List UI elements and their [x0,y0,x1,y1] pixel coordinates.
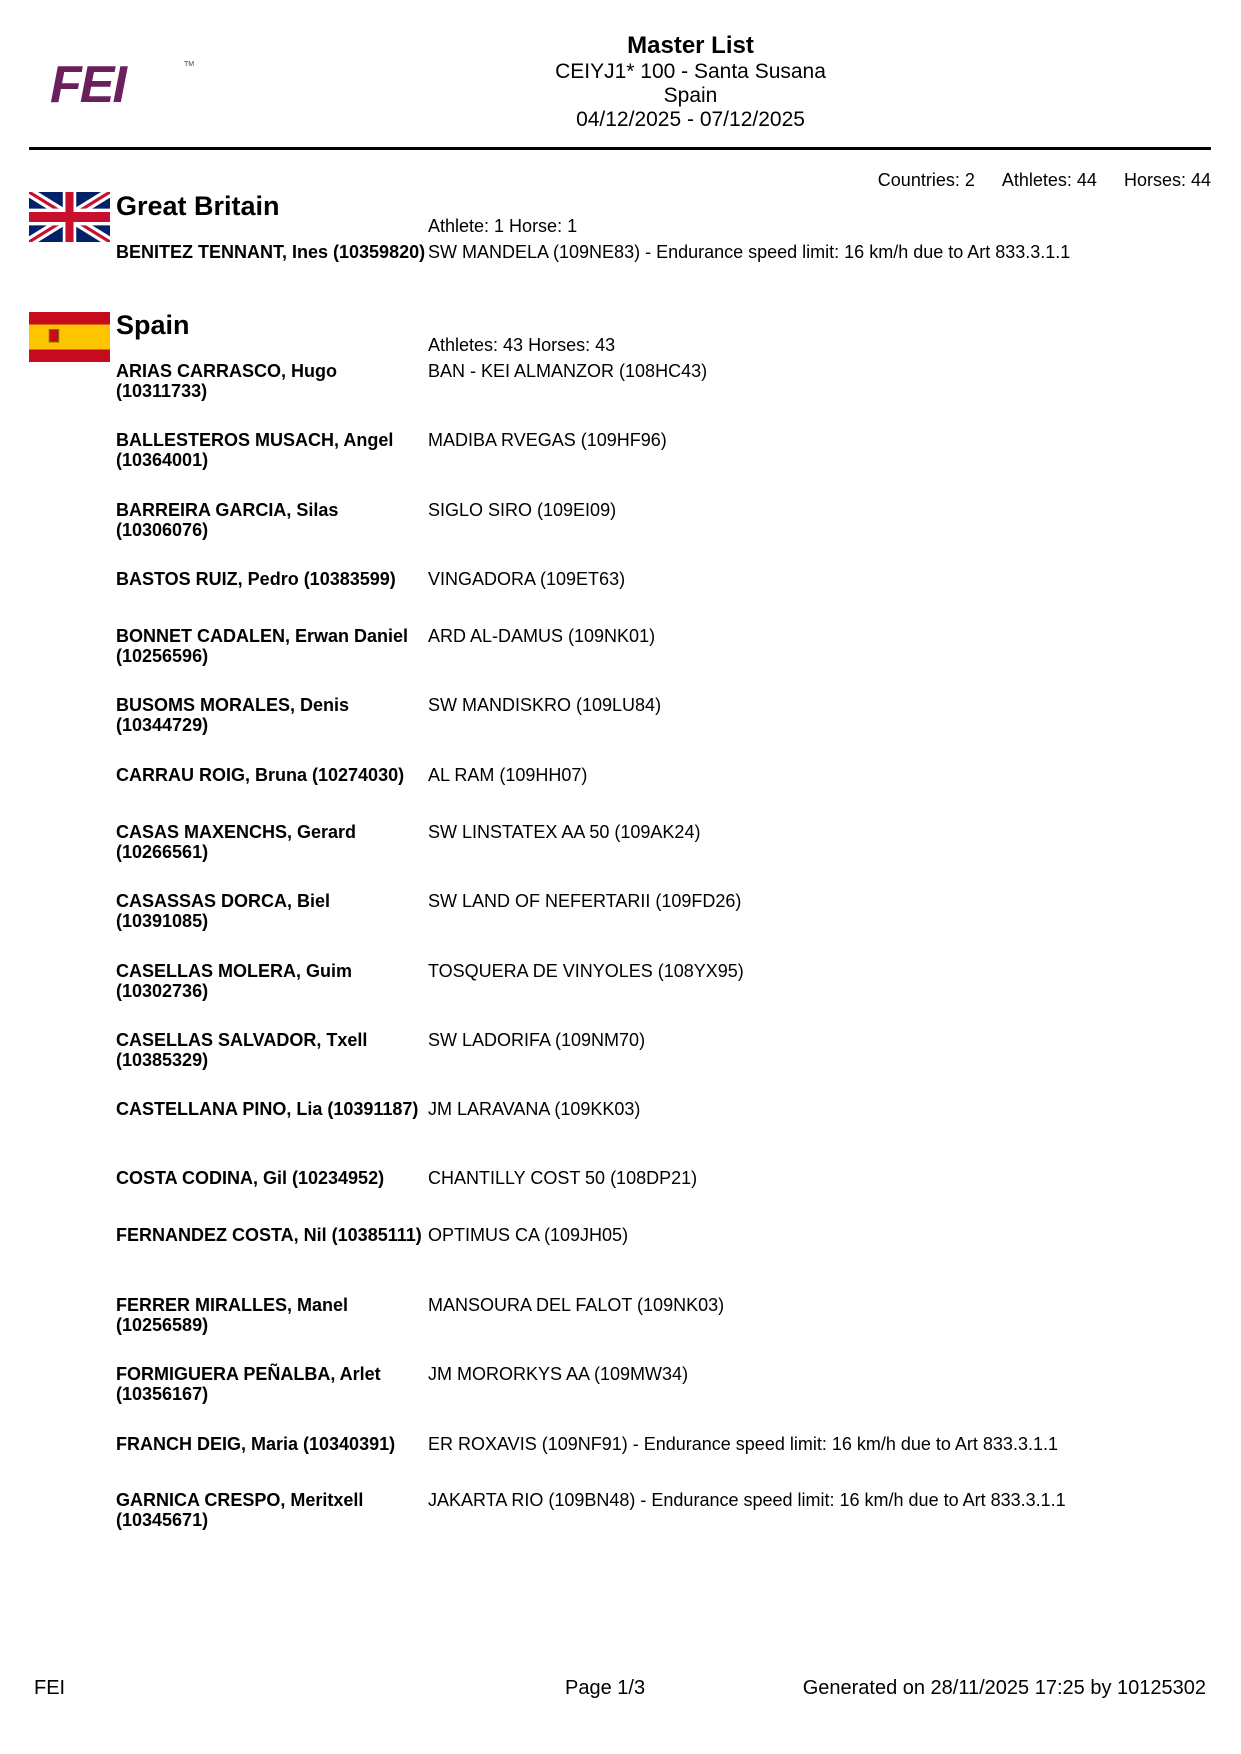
horse-name: JM LARAVANA (109KK03) [428,1099,641,1119]
horse-name: VINGADORA (109ET63) [428,569,626,589]
athlete-name: BASTOS RUIZ, Pedro (10383599) [116,569,396,589]
athlete-name: FERNANDEZ COSTA, Nil (10385111) [116,1225,422,1245]
athlete-name: FORMIGUERA PEÑALBA, Arlet (10356167) [116,1364,381,1404]
horse-name: JAKARTA RIO (109BN48) - Endurance speed limit: 16 km/h due to Art 833.3.1.1 [428,1490,1066,1510]
horse-name: TOSQUERA DE VINYOLES (108YX95) [428,961,744,981]
event-name: CEIYJ1* 100 - Santa Susana [555,60,826,83]
header-divider [29,147,1211,150]
athlete-name: CASELLAS MOLERA, Guim (10302736) [116,961,353,1001]
athlete-name: BARREIRA GARCIA, Silas (10306076) [116,500,339,540]
horse-name: SW LADORIFA (109NM70) [428,1030,646,1050]
athlete-name: FRANCH DEIG, Maria (10340391) [116,1434,396,1454]
athlete-name: CASELLAS SALVADOR, Txell (10385329) [116,1030,368,1070]
totals-summary [856,170,1211,191]
athlete-name: CASAS MAXENCHS, Gerard (10266561) [116,822,357,862]
event-dates: 04/12/2025 - 07/12/2025 [576,108,805,131]
horse-name: ER ROXAVIS (109NF91) - Endurance speed limit: 16 km/h due to Art 833.3.1.1 [428,1434,1058,1454]
horses-count: Horses: 44 [1123,170,1211,190]
athlete-name: COSTA CODINA, Gil (10234952) [116,1168,385,1188]
horse-name: MANSOURA DEL FALOT (109NK03) [428,1295,725,1315]
horse-name: BAN - KEI ALMANZOR (108HC43) [428,361,708,381]
document-header [0,32,1241,132]
athlete-name: CARRAU ROIG, Bruna (10274030) [116,765,405,785]
horse-name: SIGLO SIRO (109EI09) [428,500,617,520]
athlete-name: BONNET CADALEN, Erwan Daniel (10256596) [116,626,409,666]
generated-info: Generated on 28/11/2025 17:25 by 10125302 [802,1677,1206,1699]
footer-left: FEI [34,1677,66,1699]
horse-name: AL RAM (109HH07) [428,765,588,785]
horse-name: CHANTILLY COST 50 (108DP21) [428,1168,698,1188]
athlete-name: BALLESTEROS MUSACH, Angel (10364001) [116,430,394,470]
horse-name: SW LAND OF NEFERTARII (109FD26) [428,891,742,911]
horse-name: SW MANDELA (109NE83) - Endurance speed limit: 16 km/h due to Art 833.3.1.1 [428,242,1071,262]
athlete-name: CASTELLANA PINO, Lia (10391187) [116,1099,419,1119]
uk-flag-icon [29,192,110,242]
horse-name: SW MANDISKRO (109LU84) [428,695,662,715]
horse-name: JM MORORKYS AA (109MW34) [428,1364,689,1384]
horse-name: OPTIMUS CA (109JH05) [428,1225,629,1245]
athlete-name: FERRER MIRALLES, Manel (10256589) [116,1295,349,1335]
athletes-count: Athletes: 44 [1001,170,1097,190]
spain-flag-icon [29,312,110,362]
page-number: Page 1/3 [565,1677,646,1699]
athlete-name: BUSOMS MORALES, Denis (10344729) [116,695,350,735]
country-counts-spain: Athletes: 43 Horses: 43 [428,335,616,355]
horse-name: MADIBA RVEGAS (109HF96) [428,430,667,450]
country-name-great-britain: Great Britain [116,191,280,221]
event-country: Spain [663,84,718,107]
countries-count: Countries: 2 [877,170,975,190]
horse-name: SW LINSTATEX AA 50 (109AK24) [428,822,701,842]
svg-text:FEI: FEI [50,58,125,108]
country-counts-great-britain: Athlete: 1 Horse: 1 [428,216,578,236]
horse-name: ARD AL-DAMUS (109NK01) [428,626,656,646]
athlete-name: ARIAS CARRASCO, Hugo (10311733) [116,361,337,401]
country-name-spain: Spain [116,310,190,340]
athlete-name: CASASSAS DORCA, Biel (10391085) [116,891,331,931]
athlete-name: GARNICA CRESPO, Meritxell (10345671) [116,1490,364,1530]
athlete-name: BENITEZ TENNANT, Ines (10359820) [116,242,426,262]
page-title: Master List [627,32,754,59]
svg-text:TM: TM [184,61,195,68]
